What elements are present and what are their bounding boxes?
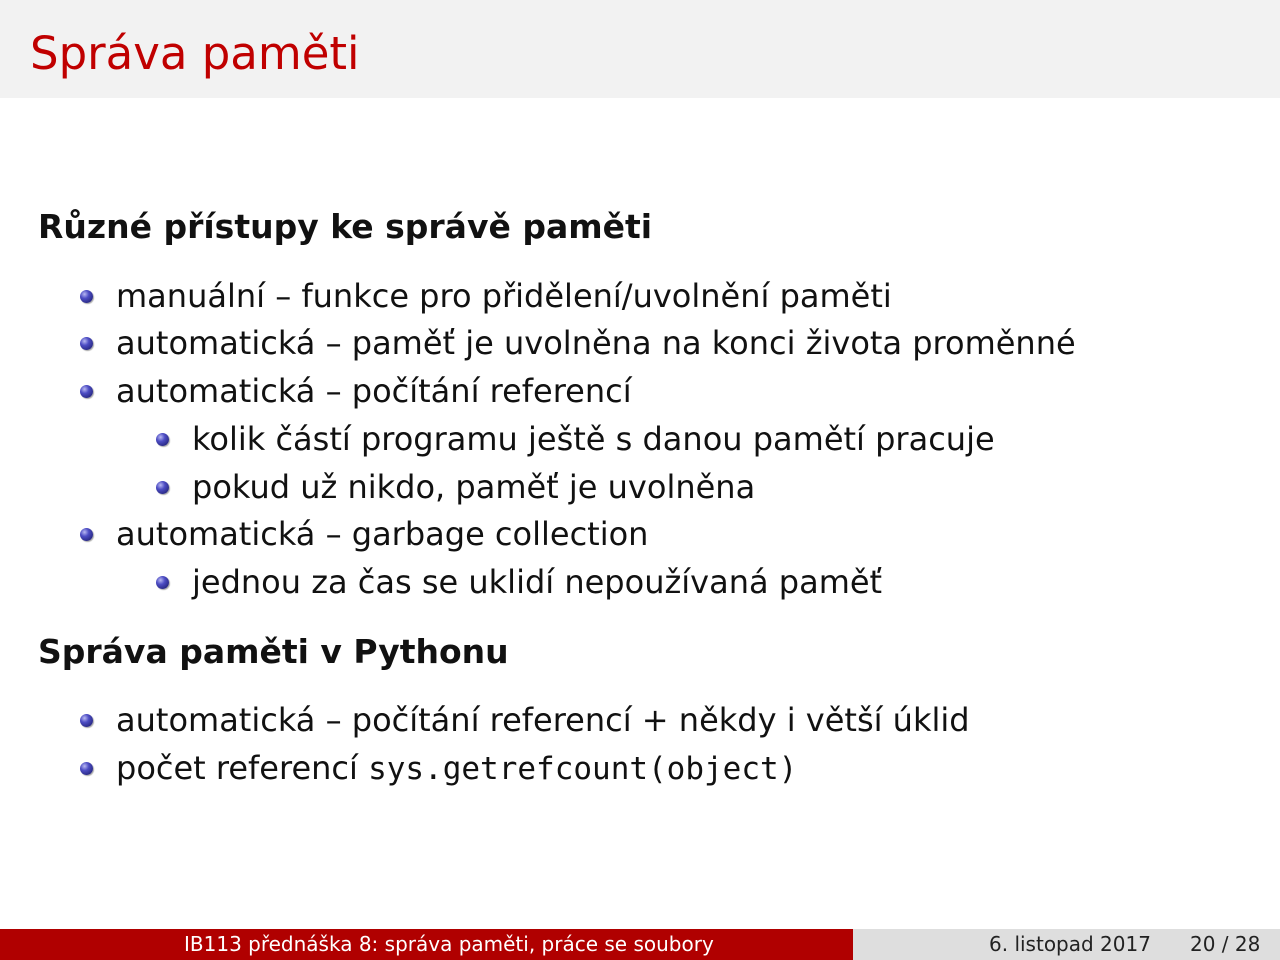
- bullet-icon: [156, 576, 169, 589]
- list-item: automatická – počítání referencí: [116, 372, 632, 410]
- footer-lecture-panel: [0, 929, 853, 960]
- list-item: automatická – počítání referencí + někdy i větší úklid: [116, 701, 970, 739]
- list-subitem: jednou za čas se uklidí nepoužívaná paměť: [192, 563, 883, 601]
- bullet-icon: [80, 290, 93, 303]
- bullet-icon: [80, 762, 93, 775]
- list-subitem: pokud už nikdo, paměť je uvolněna: [192, 468, 756, 506]
- bullet-icon: [80, 337, 93, 350]
- bullet-icon: [156, 433, 169, 446]
- bullet-icon: [80, 385, 93, 398]
- list-item: automatická – garbage collection: [116, 515, 649, 553]
- footer-date: 6. listopad 2017: [989, 932, 1151, 956]
- list-item: automatická – paměť je uvolněna na konci života proměnné: [116, 324, 1076, 362]
- list-item: [116, 748, 797, 789]
- bullet-icon: [156, 481, 169, 494]
- section-heading-approaches: Různé přístupy ke správě paměti: [38, 207, 653, 246]
- title-bar: [0, 0, 1280, 98]
- footer: [0, 929, 1280, 960]
- bullet-icon: [80, 714, 93, 727]
- section-heading-python: Správa paměti v Pythonu: [38, 632, 509, 671]
- list-subitem: kolik částí programu ještě s danou pamětí pracuje: [192, 420, 995, 458]
- list-item-text: počet referencí: [116, 749, 369, 787]
- footer-info-panel: [853, 929, 1280, 960]
- bullet-icon: [80, 528, 93, 541]
- code-snippet: sys.getrefcount(object): [368, 751, 798, 787]
- footer-lecture-title: IB113 přednáška 8: správa paměti, práce se soubory: [184, 932, 714, 956]
- list-item: manuální – funkce pro přidělení/uvolnění paměti: [116, 277, 892, 315]
- page-number: 20 / 28: [1190, 932, 1261, 956]
- slide-title: Správa paměti: [30, 27, 360, 80]
